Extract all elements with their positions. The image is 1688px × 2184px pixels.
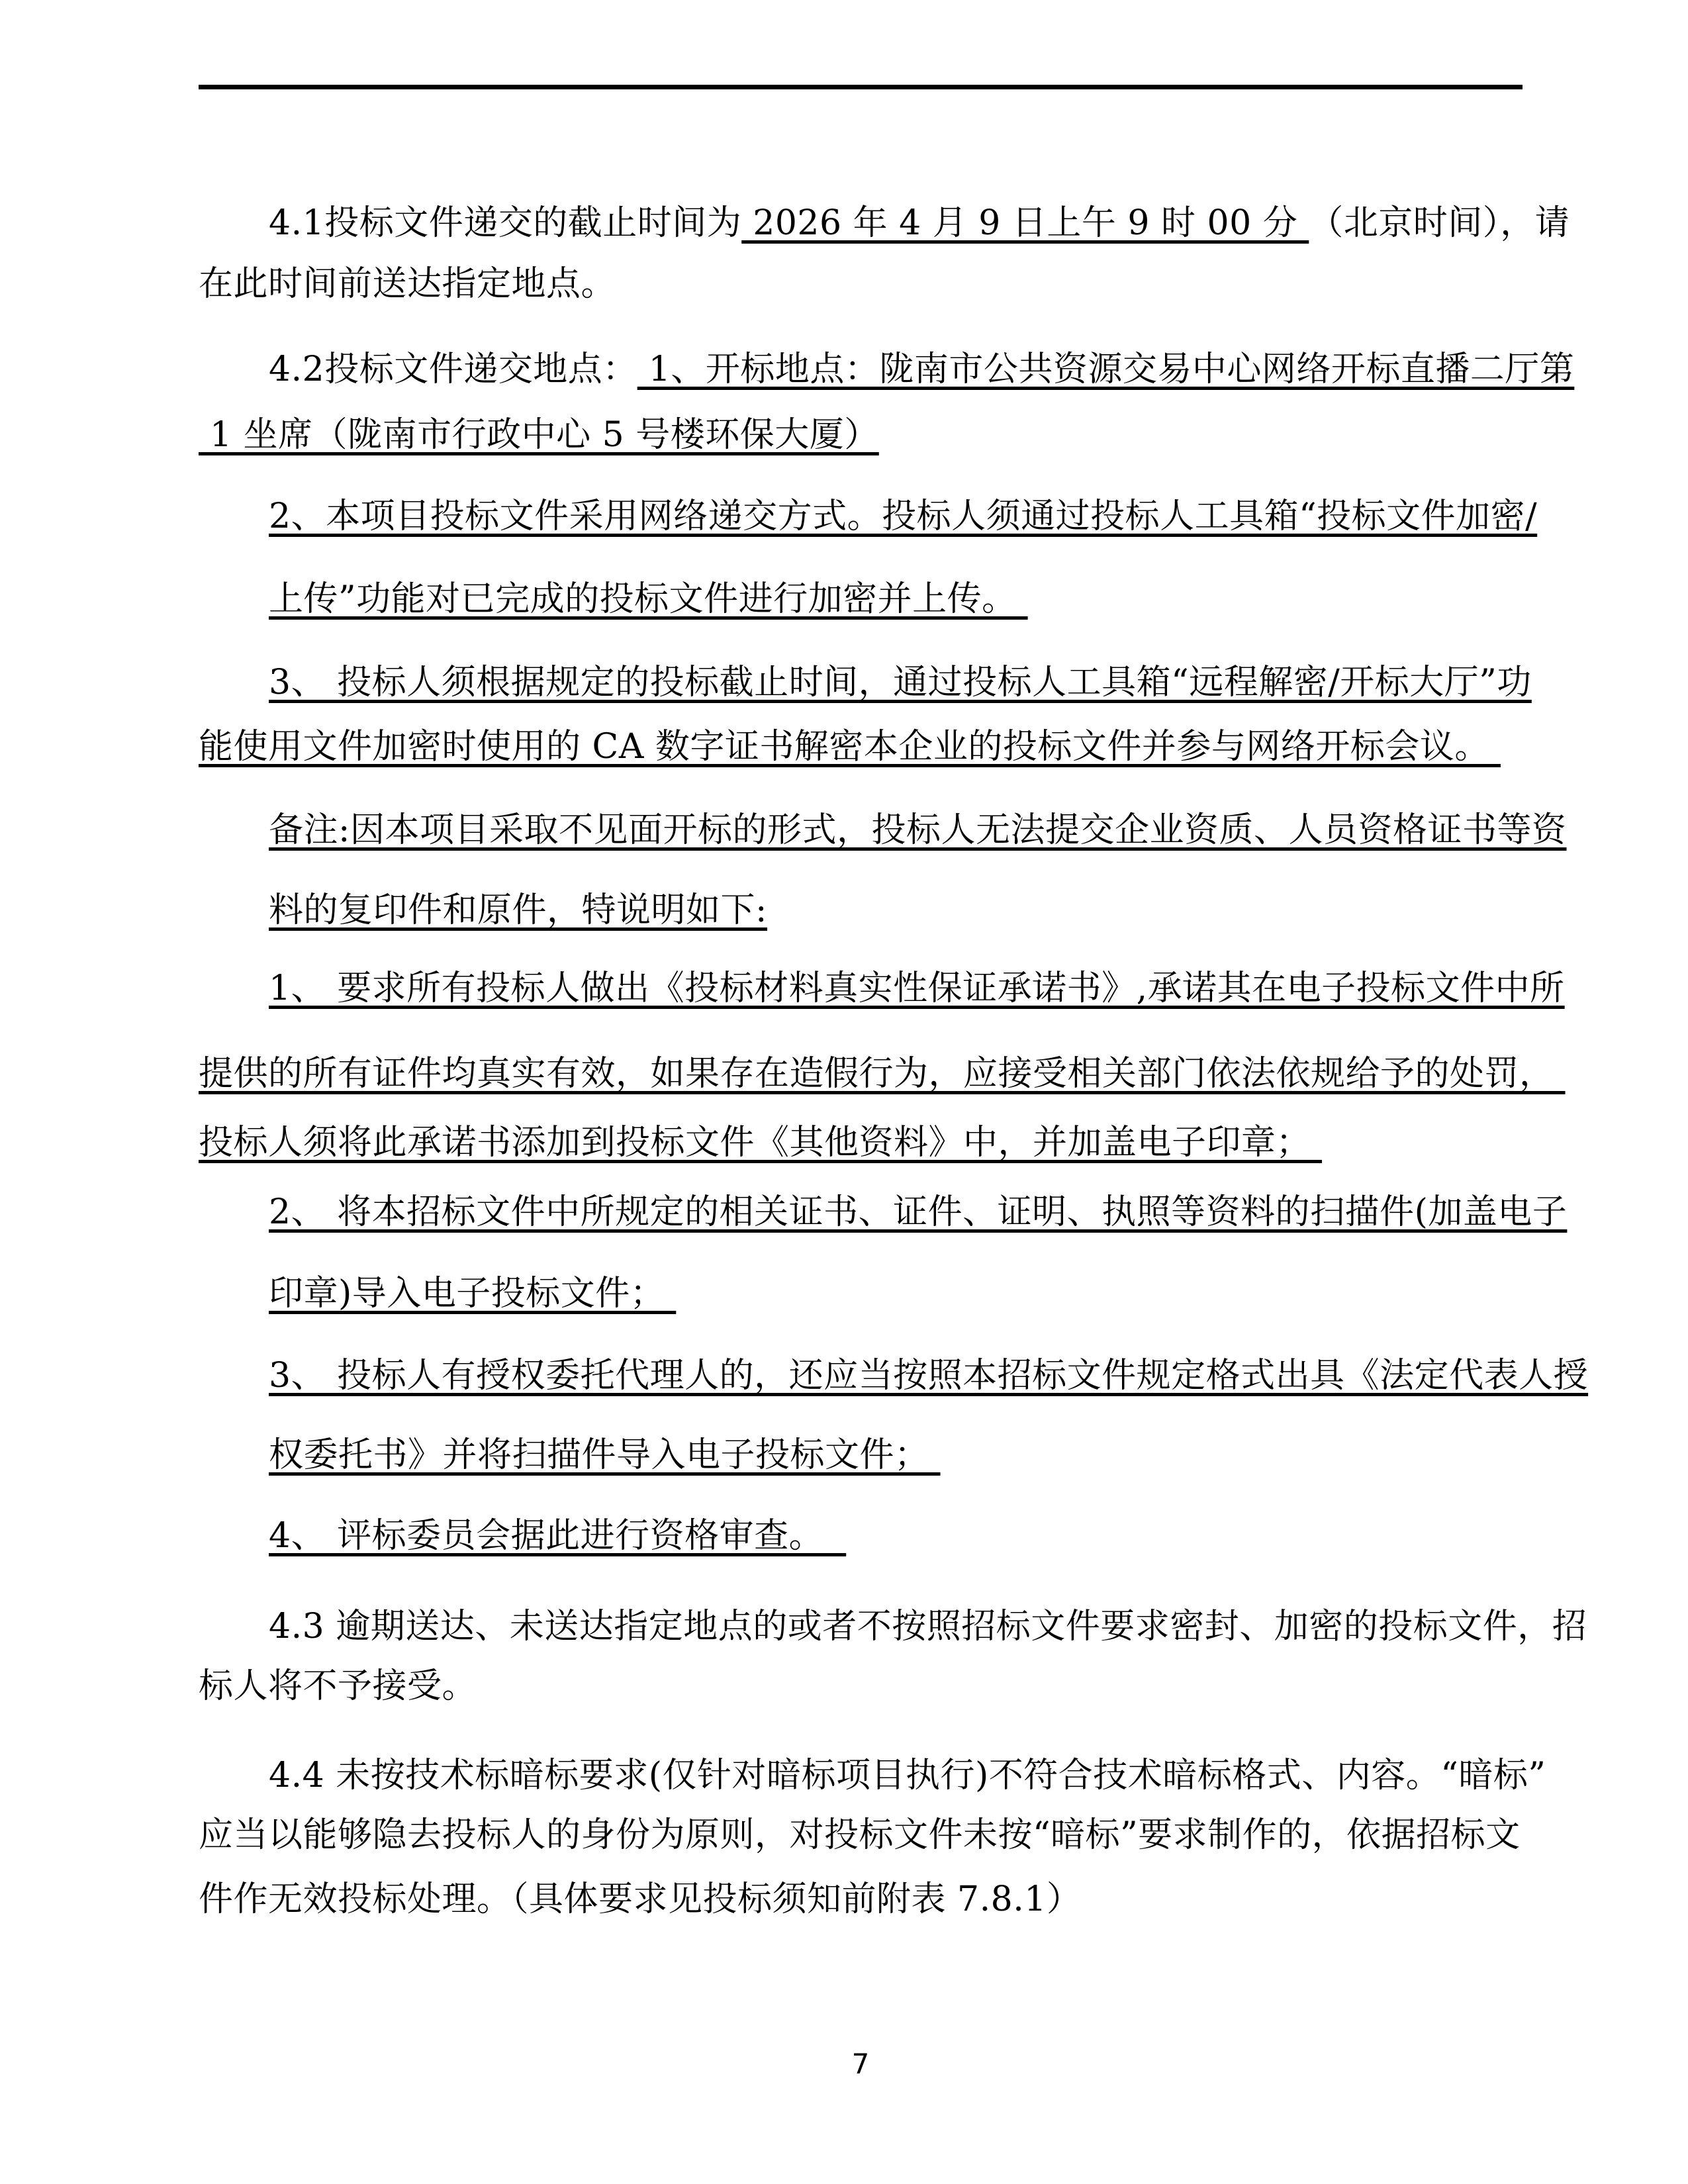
text-segment: 在此时间前送达指定地点。: [199, 264, 616, 304]
text-segment: 应当以能够隐去投标人的身份为原则，对投标文件未按“暗标”要求制作的，依据招标文: [199, 1815, 1521, 1855]
underlined-text-segment: 1 坐席（陇南市行政中心 5 号楼环保大厦）: [199, 415, 879, 455]
underlined-text-segment: 印章)导入电子投标文件；: [269, 1274, 677, 1313]
text-line: [199, 1881, 1081, 1918]
underlined-text-segment: 2、 将本招标文件中所规定的相关证书、证件、证明、执照等资料的扫描件(加盖电子: [269, 1192, 1568, 1232]
text-segment: （北京时间），请: [1309, 203, 1570, 243]
underlined-text-segment: 能使用文件加密时使用的 CA 数字证书解密本企业的投标文件并参与网络开标会议。: [199, 727, 1501, 767]
underlined-text-segment: 料的复印件和原件，特说明如下:: [269, 890, 768, 930]
text-line: [269, 1517, 846, 1554]
text-segment: 4.4 未按技术标暗标要求(仅针对暗标项目执行)不符合技术暗标格式、内容。“暗标”: [269, 1756, 1546, 1795]
text-line: [269, 581, 1028, 618]
text-line: [269, 812, 1567, 849]
text-segment: 4.3 逾期送达、未送达指定地点的或者不按照招标文件要求密封、加密的投标文件，招: [269, 1607, 1587, 1646]
text-line: [269, 970, 1565, 1007]
underlined-text-segment: 备注:因本项目采取不见面开标的形式，投标人无法提交企业资质、人员资格证书等资: [269, 810, 1567, 850]
text-line: [269, 1437, 941, 1474]
underlined-text-segment: 1、开标地点：陇南市公共资源交易中心网络开标直播二厅第: [637, 350, 1575, 389]
text-segment: 标人将不予接受。: [199, 1666, 477, 1706]
underlined-text-segment: 4、 评标委员会据此进行资格审查。: [269, 1516, 847, 1556]
text-line: [269, 498, 1537, 535]
text-line: [199, 1124, 1322, 1161]
underlined-text-segment: 投标人须将此承诺书添加到投标文件《其他资料》中，并加盖电子印章；: [199, 1123, 1323, 1163]
text-line: [269, 1194, 1567, 1231]
text-line: [269, 1275, 676, 1312]
underlined-text-segment: 上传”功能对已完成的投标文件进行加密并上传。: [269, 579, 1028, 619]
text-line: [269, 1608, 1587, 1645]
page-number: 7: [851, 2048, 870, 2080]
underlined-text-segment: 2、本项目投标文件采用网络递交方式。投标人须通过投标人工具箱“投标文件加密/: [269, 497, 1538, 536]
underlined-text-segment: 提供的所有证件均真实有效，如果存在造假行为，应接受相关部门依法依规给予的处罚，: [199, 1054, 1566, 1094]
underlined-text-segment: 2026 年 4 月 9 日上午 9 时 00 分: [741, 203, 1309, 243]
text-line: [269, 351, 1574, 388]
underlined-text-segment: 1、 要求所有投标人做出《投标材料真实性保证承诺书》,承诺其在电子投标文件中所: [269, 969, 1565, 1008]
text-line: [199, 1668, 477, 1705]
text-line: [269, 1357, 1588, 1394]
text-line: [199, 1055, 1566, 1092]
text-line: [199, 416, 879, 453]
underlined-text-segment: 3、 投标人有授权委托代理人的，还应当按照本招标文件规定格式出具《法定代表人授: [269, 1356, 1589, 1396]
text-line: [269, 1757, 1546, 1794]
text-line: [199, 265, 616, 303]
text-segment: 4.2投标文件递交地点：: [269, 350, 637, 389]
text-segment: 件作无效投标处理。（具体要求见投标须知前附表 7.8.1）: [199, 1879, 1082, 1919]
text-line: [269, 892, 767, 929]
text-segment: 4.1投标文件递交的截止时间为: [269, 203, 742, 243]
text-line: [199, 728, 1501, 765]
text-line: [199, 1817, 1521, 1854]
underlined-text-segment: 权委托书》并将扫描件导入电子投标文件；: [269, 1435, 941, 1475]
underlined-text-segment: 3、 投标人须根据规定的投标截止时间，通过投标人工具箱“远程解密/开标大厅”功: [269, 663, 1532, 702]
header-rule: [199, 85, 1523, 89]
text-line: [269, 664, 1532, 701]
text-line: [269, 205, 1570, 242]
